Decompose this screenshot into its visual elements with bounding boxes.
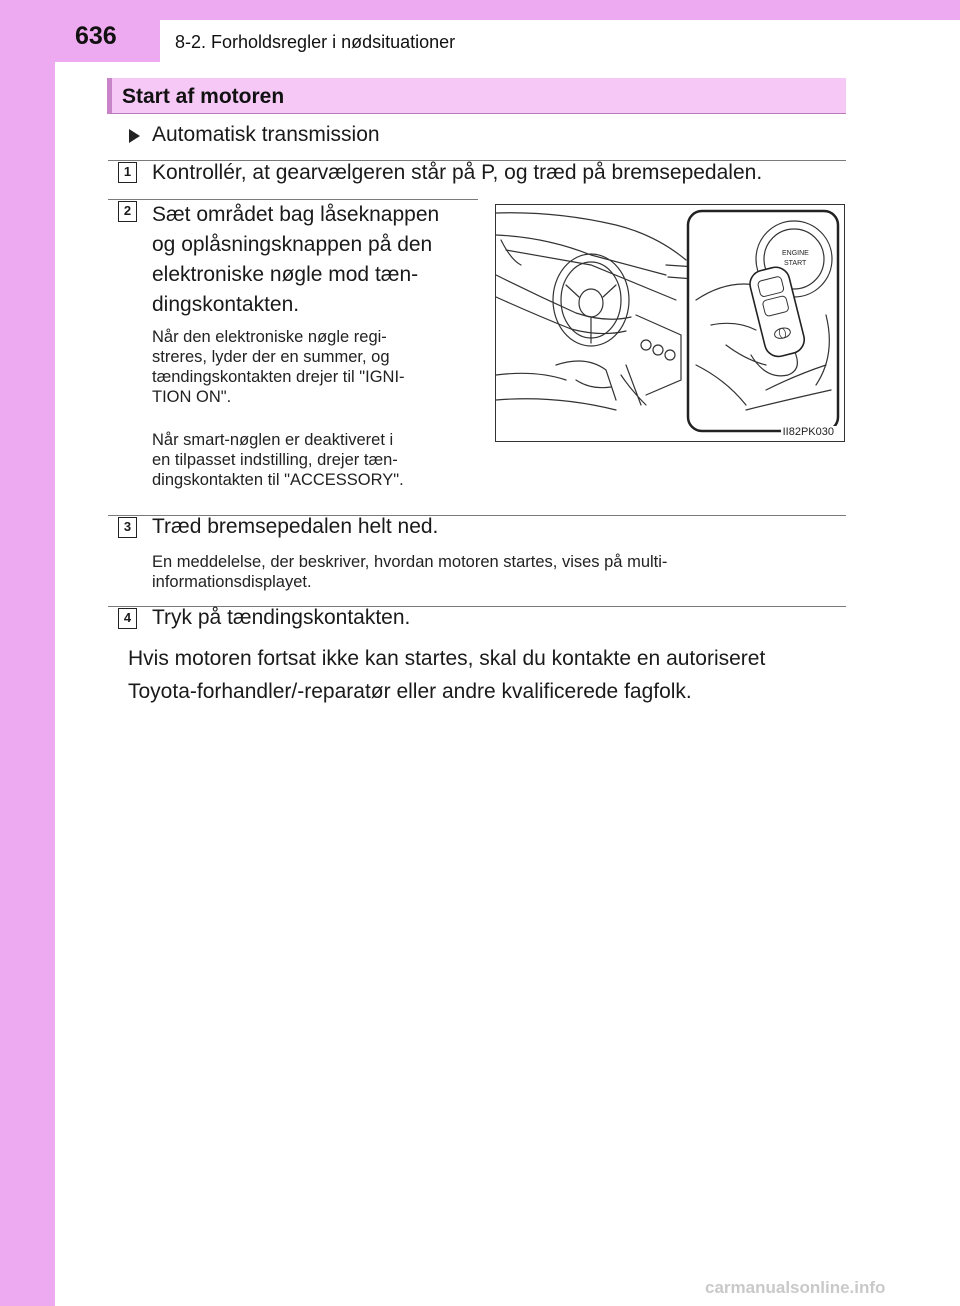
step-2-note-1 — [152, 327, 476, 407]
text-line: Når den elektroniske nøgle regi- — [152, 328, 387, 346]
text-line: dingskontakten. — [152, 293, 300, 316]
triangle-bullet-icon — [129, 129, 140, 143]
step-3-note — [152, 552, 846, 592]
subheading: Automatisk transmission — [152, 123, 380, 146]
step-number-badge: 1 — [118, 162, 137, 183]
section-heading: Start af motoren — [122, 85, 285, 108]
step-2-note-2 — [152, 430, 476, 490]
final-paragraph — [128, 642, 846, 708]
button-label-bottom: START — [784, 260, 807, 267]
watermark: carmanualsonline.info — [705, 1278, 886, 1297]
text-line: dingskontakten til "ACCESSORY". — [152, 471, 404, 489]
section-title: 8-2. Forholdsregler i nødsituationer — [175, 32, 456, 52]
page-number: 636 — [75, 22, 117, 50]
step-3-text: Træd bremsepedalen helt ned. — [152, 515, 439, 538]
text-line: Sæt området bag låseknappen — [152, 203, 440, 226]
text-line: elektroniske nøgle mod tæn- — [152, 263, 419, 286]
illustration-code: II82PK030 — [782, 426, 834, 438]
step-2-text — [152, 200, 476, 320]
text-line: En meddelelse, der beskriver, hvordan motoren startes, vises på multi- — [152, 553, 668, 571]
step-4-text: Tryk på tændingskontakten. — [152, 606, 411, 629]
text-line: tændingskontakten drejer til "IGNI- — [152, 368, 405, 386]
text-line: streres, lyder der en summer, og — [152, 348, 390, 366]
key-to-ignition-illustration — [496, 205, 844, 441]
text-line: Hvis motoren fortsat ikke kan startes, skal du kontakte en autoriseret — [128, 647, 766, 670]
text-line: og oplåsningsknappen på den — [152, 233, 433, 256]
text-line: Toyota-forhandler/-reparatør eller andre kvalificerede fagfolk. — [128, 680, 692, 703]
step-number-badge: 4 — [118, 608, 137, 629]
illustration-frame — [495, 204, 845, 442]
text-line: informationsdisplayet. — [152, 573, 312, 591]
text-line: Når smart-nøglen er deaktiveret i — [152, 431, 394, 449]
button-label-top: ENGINE — [782, 250, 809, 257]
page-side-band — [0, 0, 55, 1306]
text-line: en tilpasset indstilling, drejer tæn- — [152, 451, 398, 469]
step-1-text: Kontrollér, at gearvælgeren står på P, og træd på bremsepedalen. — [152, 161, 763, 184]
text-line: TION ON". — [152, 388, 232, 406]
step-number-badge: 3 — [118, 517, 137, 538]
step-number-badge: 2 — [118, 201, 137, 222]
